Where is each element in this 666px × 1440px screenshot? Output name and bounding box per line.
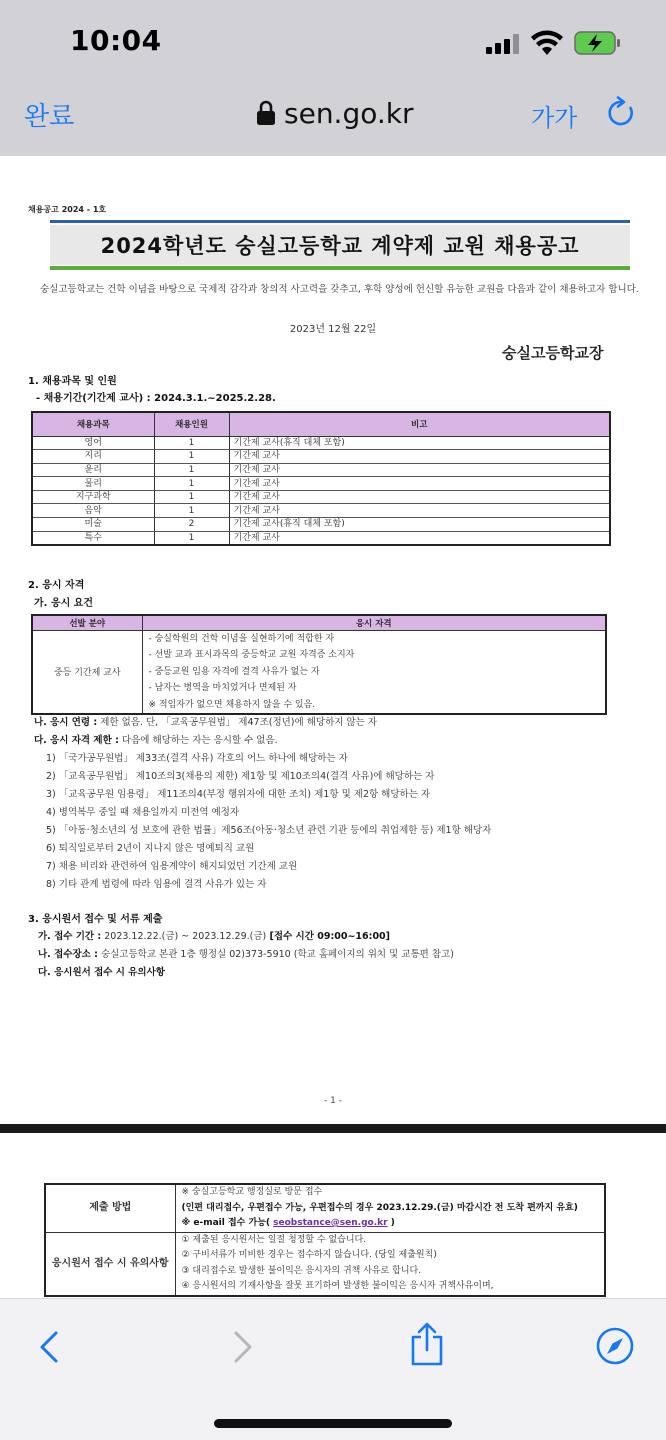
place-text: 숭실고등학교 본관 1층 행정실 02)373-5910 (학교 홈페이지의 위치 및 교통편 참고)	[97, 949, 454, 960]
count-cell: 1	[154, 504, 229, 518]
table-row	[32, 463, 610, 477]
wifi-icon	[530, 30, 564, 56]
count-cell: 1	[154, 450, 229, 464]
compass-icon[interactable]	[595, 1326, 635, 1366]
table-header: 채용과목	[32, 412, 154, 436]
page-number: - 1 -	[324, 1096, 342, 1106]
count-cell: 1	[154, 463, 229, 477]
notes-heading: 다. 응시원서 접수 시 유의사항	[38, 967, 165, 978]
table-row	[32, 450, 610, 464]
restriction-item: 8) 기타 관계 법령에 따라 임용에 결격 사유가 있는 자	[46, 879, 267, 890]
forward-icon[interactable]	[222, 1327, 262, 1367]
submit-line: (인편 대리접수, 우편접수 가능, 우편접수의 경우 2023.12.29.(금) 마감시간 전 도착 편까지 유효)	[181, 1202, 578, 1213]
note-cell: 기간제 교사	[229, 490, 610, 504]
subject-cell: 물리	[32, 477, 154, 491]
table-header: 채용인원	[154, 412, 229, 436]
table-row	[45, 1184, 605, 1232]
document-page-1	[0, 156, 666, 1124]
page-divider	[0, 1124, 666, 1133]
requirement-line: - 선발 교과 표시과목의 중등학교 교원 자격증 소지자	[148, 650, 355, 660]
table-row	[32, 531, 610, 545]
browser-bottom-toolbar	[0, 1298, 666, 1440]
note-line: ② 구비서류가 미비한 경우는 접수하지 않습니다. (당일 제출원칙)	[181, 1250, 437, 1260]
notice-number: 채용공고 2024 - 1호	[28, 205, 107, 214]
submission-table	[44, 1183, 606, 1297]
receipt-period	[38, 928, 390, 942]
subject-cell: 윤리	[32, 463, 154, 477]
url-text: sen.go.kr	[284, 96, 414, 130]
document-date: 2023년 12월 22일	[289, 324, 377, 335]
email-link[interactable]: seobstance@sen.go.kr	[273, 1218, 388, 1228]
note-cell: 기간제 교사	[229, 450, 610, 464]
receipt-place	[38, 946, 454, 960]
back-icon[interactable]	[30, 1327, 70, 1367]
subjects-table	[31, 411, 611, 546]
note-line: ④ 응시원서의 기재사항을 잘못 표기하여 발생한 불이익은 응시자 귀책사유이며,	[181, 1281, 494, 1291]
table-header: 비고	[229, 412, 610, 436]
requirement-line: ※ 적임자가 없으면 채용하지 않을 수 있음.	[148, 699, 316, 710]
notes-label: 응시원서 접수 시 유의사항	[45, 1232, 175, 1296]
age-label: 나. 응시 연령 :	[34, 717, 98, 728]
table-header: 선발 분야	[32, 615, 142, 630]
intro-paragraph: 숭실고등학교는 건학 이념을 바탕으로 국제적 감각과 창의적 사고력을 갖추고, 후학 양성에 헌신할 유능한 교원을 다음과 같이 채용하고자 합니다.	[40, 284, 639, 295]
note-line: ③ 대리접수로 발생한 불이익은 응시자의 귀책 사유로 합니다.	[181, 1265, 422, 1276]
note-line: ① 제출된 응시원서는 일절 청정할 수 없습니다.	[181, 1234, 367, 1245]
table-row	[32, 630, 606, 714]
document-title: 2024학년도 숭실고등학교 계약제 교원 채용공고	[100, 234, 580, 258]
restriction-label: 다. 응시 자격 제한 :	[34, 735, 119, 746]
signal-icon	[486, 34, 520, 54]
home-indicator	[214, 1419, 452, 1428]
note-cell: 기간제 교사(휴직 대체 포함)	[229, 436, 610, 450]
section1-title: 1. 채용과목 및 인원	[28, 376, 117, 387]
title-banner	[50, 220, 630, 270]
count-cell: 1	[154, 436, 229, 450]
done-button[interactable]: 완료	[24, 102, 75, 132]
note-cell: 기간제 교사	[229, 477, 610, 491]
note-cell: 기간제 교사(휴직 대체 포함)	[229, 518, 610, 532]
restriction-intro	[34, 732, 278, 746]
count-cell: 2	[154, 518, 229, 532]
table-row	[32, 518, 610, 532]
restriction-text: 다음에 해당하는 자는 응시할 수 없음.	[118, 735, 278, 746]
table-row	[45, 1232, 605, 1296]
subject-cell: 지구과학	[32, 490, 154, 504]
lock-icon	[256, 100, 276, 126]
subject-cell: 지리	[32, 450, 154, 464]
document-page-2	[0, 1133, 666, 1298]
count-cell: 1	[154, 477, 229, 491]
reload-icon[interactable]	[604, 96, 638, 130]
subject-cell: 미술	[32, 518, 154, 532]
requirement-line: - 남자는 병역을 마치었거나 면제된 자	[148, 683, 297, 693]
email-line	[176, 1216, 605, 1232]
restriction-item: 3) 「교육공무원 임용령」 제11조의4(부정 행위자에 대한 조치) 제1항 및 제2항 해당하는 자	[46, 789, 431, 800]
period-text: 2023.12.22.(금) ~ 2023.12.29.(금)	[101, 931, 267, 942]
email-suffix: )	[390, 1218, 395, 1228]
table-row	[32, 436, 610, 450]
restriction-item: 7) 채용 비리와 관련하여 임용계약이 해지되었던 기간제 교원	[46, 861, 298, 872]
note-cell: 기간제 교사	[229, 504, 610, 518]
battery-charging-icon	[574, 31, 622, 55]
age-text: 제한 없음. 단, 「교육공무원법」 제47조(정년)에 해당하지 않는 자	[97, 717, 377, 728]
text-size-button[interactable]: 가가	[531, 104, 578, 132]
table-header: 응시 자격	[142, 615, 606, 630]
note-cell: 기간제 교사	[229, 531, 610, 545]
requirement-line: - 숭실학원의 건학 이념을 실현하기에 적합한 자	[148, 633, 335, 644]
subject-cell: 음악	[32, 504, 154, 518]
requirement-line: - 중등교원 임용 자격에 결격 사유가 없는 자	[148, 666, 320, 677]
period-time: [접수 시간 09:00~16:00]	[266, 931, 391, 942]
restriction-item: 1) 「국가공무원법」 제33조(결격 사유) 각호의 어느 하나에 해당하는 자	[46, 753, 348, 764]
restriction-item: 2) 「교육공무원법」 제10조의3(채용의 제한) 제1항 및 제10조의4(결격 사유)에 해당하는 자	[46, 771, 435, 782]
section3-title: 3. 응시원서 접수 및 서류 제출	[28, 914, 163, 925]
submit-line: ※ 숭실고등학교 행정실로 방문 접수	[181, 1187, 323, 1197]
count-cell: 1	[154, 490, 229, 504]
email-prefix: ※ e-mail 접수 가능(	[181, 1218, 270, 1228]
restriction-item: 5) 「아동·청소년의 성 보호에 관한 법률」제56조(아동·청소년 관련 기관 등에의 취업제한 등) 제1항 해당자	[46, 825, 492, 836]
restriction-item: 4) 병역복무 중일 때 채용일까지 미전역 예정자	[46, 807, 240, 818]
field-cell: 중등 기간제 교사	[32, 630, 142, 714]
signer-name: 숭실고등학교장	[502, 344, 604, 362]
browser-top-bar	[0, 0, 666, 156]
subject-cell: 특수	[32, 531, 154, 545]
qualification-table	[31, 614, 607, 715]
subject-cell: 영어	[32, 436, 154, 450]
period-label: 가. 접수 기간 :	[38, 931, 102, 942]
share-icon[interactable]	[406, 1321, 448, 1367]
address-bar[interactable]	[256, 95, 414, 131]
note-cell: 기간제 교사	[229, 463, 610, 477]
count-cell: 1	[154, 531, 229, 545]
place-label: 나. 접수장소 :	[38, 949, 98, 960]
hire-period: - 채용기간(기간제 교사) : 2024.3.1.~2025.2.28.	[36, 393, 276, 404]
submit-method-label: 제출 방법	[45, 1184, 175, 1232]
table-row	[32, 477, 610, 491]
age-requirement	[34, 714, 377, 728]
table-row	[32, 490, 610, 504]
status-time: 10:04	[70, 24, 162, 57]
table-row	[32, 504, 610, 518]
section2-title: 2. 응시 자격	[28, 580, 85, 591]
section2-sub-a: 가. 응시 요건	[34, 598, 94, 609]
restriction-item: 6) 퇴직일로부터 2년이 지나지 않은 명예퇴직 교원	[46, 843, 255, 854]
